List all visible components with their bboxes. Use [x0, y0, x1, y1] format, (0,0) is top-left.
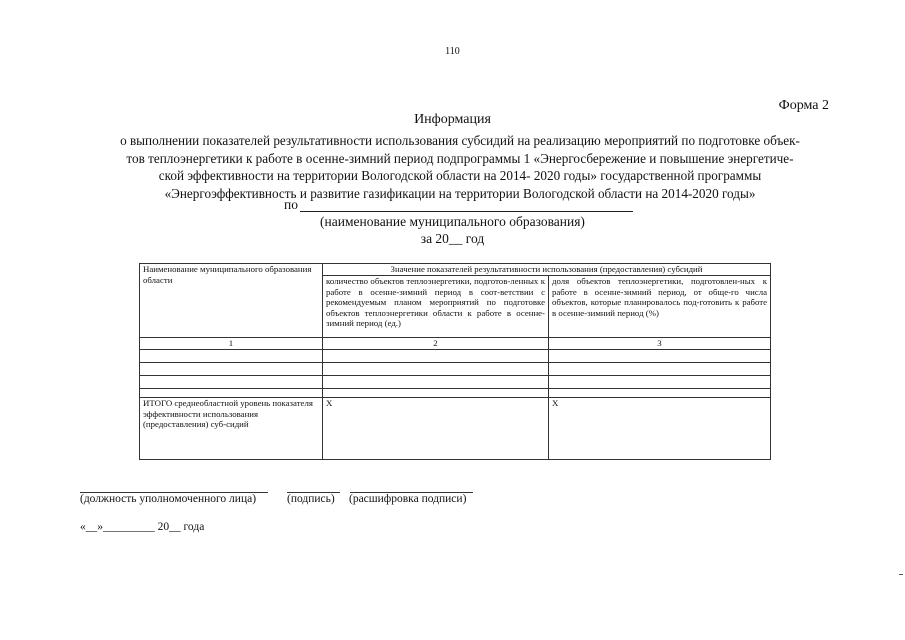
- table-cell: [323, 376, 549, 389]
- form-label: Форма 2: [778, 98, 829, 113]
- municipality-blank-line: [300, 211, 633, 212]
- description-line: тов теплоэнергетики к работе в осенне-зимний период подпрограммы 1 «Энергосбережение и повышение энергетиче-: [126, 150, 794, 166]
- decoding-caption: (расшифровка подписи): [349, 493, 467, 505]
- column-number-row: [140, 338, 771, 350]
- col-number: 3: [549, 338, 771, 350]
- col-number: 2: [323, 338, 549, 350]
- col2-header: количество объектов теплоэнергетики, подготов-ленных к работе в осенне-зимний период в соот-ветствии с рекомендуемым планом мероприятий по подготовке объектов теплоэнергетики области к работе в осенне-зимний период (ед.): [323, 276, 549, 338]
- table-row: [140, 363, 771, 376]
- description-line: «Энергоэффективность и развитие газификации на территории Вологодской области на 2014-2020 годы»: [164, 185, 756, 201]
- total-row: [140, 398, 771, 460]
- scan-mark: [899, 574, 903, 575]
- year-label: за 20__ год: [420, 231, 485, 246]
- table-cell: [549, 363, 771, 376]
- position-caption: (должность уполномоченного лица): [80, 493, 257, 505]
- total-col2: X: [323, 398, 549, 460]
- table-cell: [323, 350, 549, 363]
- table-row: [140, 376, 771, 389]
- table-cell: [549, 350, 771, 363]
- table-cell: [140, 376, 323, 389]
- col1-header: Наименование муниципального образования области: [140, 264, 323, 338]
- table-cell: [140, 350, 323, 363]
- table-cell: [323, 363, 549, 376]
- col3-header: доля объектов теплоэнергетики, подготовлен-ных к работе в осенне-зимний период, от обще-го числа объектов, которые планировалось под-готовить к работе в осенне-зимний период (%): [549, 276, 771, 338]
- po-label: по: [284, 197, 298, 212]
- document-description: [70, 132, 850, 202]
- table-row: [140, 350, 771, 363]
- table-cell: [140, 363, 323, 376]
- municipality-caption: (наименование муниципального образования): [320, 214, 585, 229]
- page-number: 110: [445, 46, 460, 57]
- description-line: о выполнении показателей результативности использования субсидий на реализацию мероприятий по подготовке объек-: [120, 133, 800, 148]
- table-cell: [140, 389, 323, 398]
- document-title: Информация: [414, 112, 491, 127]
- table-header-row: [140, 264, 771, 276]
- col-number: 1: [140, 338, 323, 350]
- description-line: ской эффективности на территории Вологодской области на 2014- 2020 годы» государственной программы: [158, 168, 762, 183]
- table-cell: [549, 376, 771, 389]
- indicators-table: [139, 263, 771, 460]
- total-col3: X: [549, 398, 771, 460]
- total-label: ИТОГО среднеобластной уровень показателя эффективности использования (предоставления) суб-сидий: [140, 398, 323, 460]
- date-line: «__»_________ 20__ года: [80, 521, 205, 533]
- signature-caption: (подпись): [287, 493, 335, 505]
- table-cell: [323, 389, 549, 398]
- group-header: Значение показателей результативности использования (предоставления) субсидий: [323, 264, 771, 276]
- table-cell: [549, 389, 771, 398]
- table-row: [140, 389, 771, 398]
